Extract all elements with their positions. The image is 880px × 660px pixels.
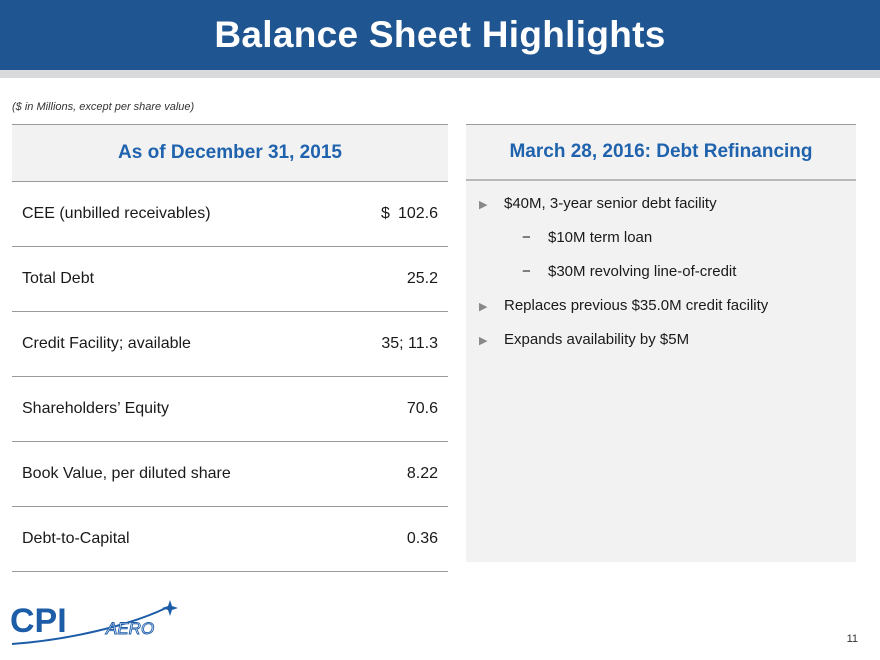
list-item — [466, 289, 856, 323]
row-label: Credit Facility; available — [22, 335, 191, 352]
list-item — [466, 323, 856, 357]
row-amount: 70.6 — [406, 400, 438, 417]
dash-icon: − — [522, 229, 531, 246]
row-label: Book Value, per diluted share — [22, 465, 231, 482]
bullet-arrow-icon: ▶ — [479, 199, 488, 211]
row-label: Total Debt — [22, 270, 95, 287]
list-item — [466, 187, 856, 221]
bullet-text: Replaces previous $35.0M credit facility — [504, 297, 769, 314]
table-row — [12, 377, 448, 442]
row-amount: 0.36 — [406, 530, 438, 547]
currency-symbol: $ — [381, 205, 390, 222]
table-row — [12, 442, 448, 507]
logo-text-sub: AERO — [106, 619, 155, 638]
table-row — [12, 247, 448, 312]
cpi-aero-logo — [8, 596, 180, 648]
row-value — [381, 205, 438, 223]
refinancing-panel — [466, 124, 856, 562]
list-item — [466, 255, 856, 289]
title-underline — [0, 70, 880, 78]
logo-text-main: CPI — [10, 602, 67, 640]
row-amount: 35; 11.3 — [381, 335, 438, 352]
slide-title: Balance Sheet Highlights — [214, 14, 666, 55]
list-item — [466, 221, 856, 255]
bullet-arrow-icon: ▶ — [479, 301, 488, 313]
bullet-text: $40M, 3-year senior debt facility — [504, 195, 717, 212]
balance-table — [12, 124, 448, 572]
row-label: Debt-to-Capital — [22, 530, 130, 547]
row-amount: 8.22 — [406, 465, 438, 482]
dash-icon: − — [522, 263, 531, 280]
row-amount: 102.6 — [397, 205, 438, 222]
bullet-text: Expands availability by $5M — [504, 331, 690, 348]
title-bar — [0, 0, 880, 70]
refinancing-bullets — [466, 181, 856, 357]
bullet-arrow-icon: ▶ — [479, 335, 488, 347]
bullet-text: $10M term loan — [548, 229, 653, 246]
refinancing-header: March 28, 2016: Debt Refinancing — [466, 125, 856, 181]
table-row — [12, 507, 448, 572]
balance-table-header: As of December 31, 2015 — [12, 125, 448, 182]
units-note: ($ in Millions, except per share value) — [12, 101, 195, 113]
row-label: CEE (unbilled receivables) — [22, 205, 211, 222]
row-label: Shareholders’ Equity — [22, 400, 170, 417]
bullet-text: $30M revolving line-of-credit — [548, 263, 737, 280]
table-row — [12, 312, 448, 377]
row-amount: 25.2 — [406, 270, 438, 287]
page-number: 11 — [846, 633, 858, 645]
table-row — [12, 182, 448, 247]
